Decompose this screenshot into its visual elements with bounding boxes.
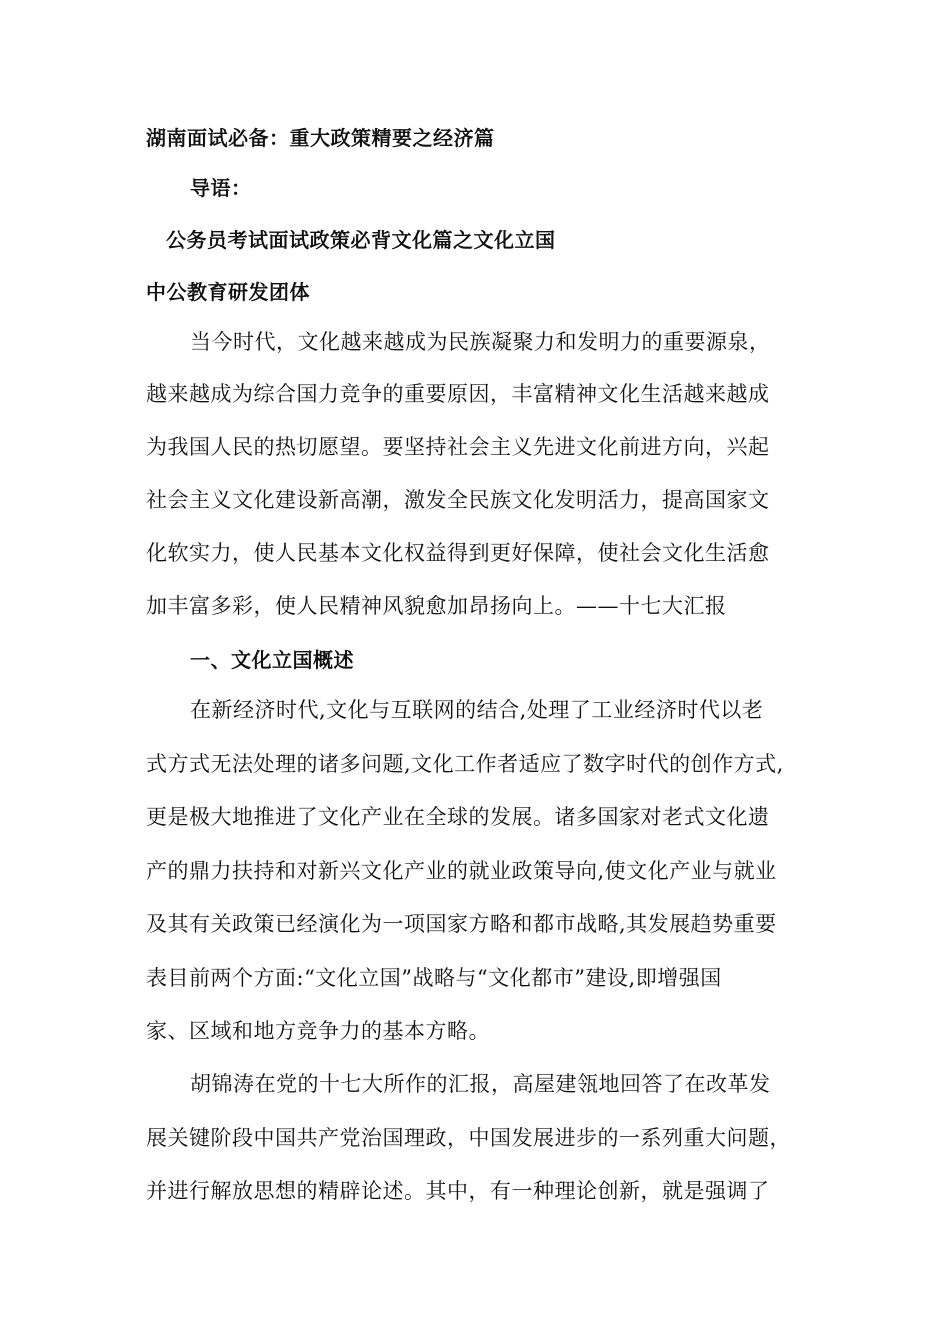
paragraph-line: 越来越成为综合国力竞争的重要原因，丰富精神文化生活越来越成 (146, 382, 770, 406)
paragraph-line: 社会主义文化建设新高潮，激发全民族文化发明活力，提高国家文 (146, 488, 770, 512)
document-author: 中公教育研发团体 (146, 280, 310, 304)
paragraph-line: 产的鼎力扶持和对新兴文化产业的就业政策导向,使文化产业与就业 (146, 859, 777, 883)
paragraph-line: 并进行解放思想的精辟论述。其中，有一种理论创新，就是强调了 (146, 1179, 770, 1203)
paragraph-line: 胡锦涛在党的十七大所作的汇报，高屋建瓴地回答了在改革发 (190, 1072, 771, 1096)
document-subtitle: 公务员考试面试政策必背文化篇之文化立国 (166, 228, 556, 252)
section-heading: 一、文化立国概述 (190, 648, 354, 672)
paragraph-line: 更是极大地推进了文化产业在全球的发展。诸多国家对老式文化遗 (146, 805, 770, 829)
paragraph-line: 及其有关政策已经演化为一项国家方略和都市战略,其发展趋势重要 (146, 912, 777, 936)
paragraph-line: 化软实力，使人民基本文化权益得到更好保障，使社会文化生活愈 (146, 541, 770, 565)
paragraph-line: 式方式无法处理的诸多问题,文化工作者适应了数字时代的创作方式, (146, 752, 784, 776)
paragraph-line: 加丰富多彩，使人民精神风貌愈加昂扬向上。——十七大汇报 (146, 594, 727, 618)
paragraph-line: 为我国人民的热切愿望。要坚持社会主义先进文化前进方向，兴起 (146, 435, 770, 459)
paragraph-line: 当今时代，文化越来越成为民族凝聚力和发明力的重要源泉， (190, 330, 771, 354)
document-title: 湖南面试必备：重大政策精要之经济篇 (146, 126, 495, 150)
paragraph-line: 家、区域和地方竞争力的基本方略。 (146, 1019, 490, 1043)
intro-label: 导语： (190, 176, 252, 200)
paragraph-line: 表目前两个方面:“文化立国”战略与“文化都市”建设,即增强国 (146, 966, 722, 990)
paragraph-line: 在新经济时代,文化与互联网的结合,处理了工业经济时代以老 (190, 698, 764, 722)
paragraph-line: 展关键阶段中国共产党治国理政，中国发展进步的一系列重大问题， (146, 1126, 791, 1150)
